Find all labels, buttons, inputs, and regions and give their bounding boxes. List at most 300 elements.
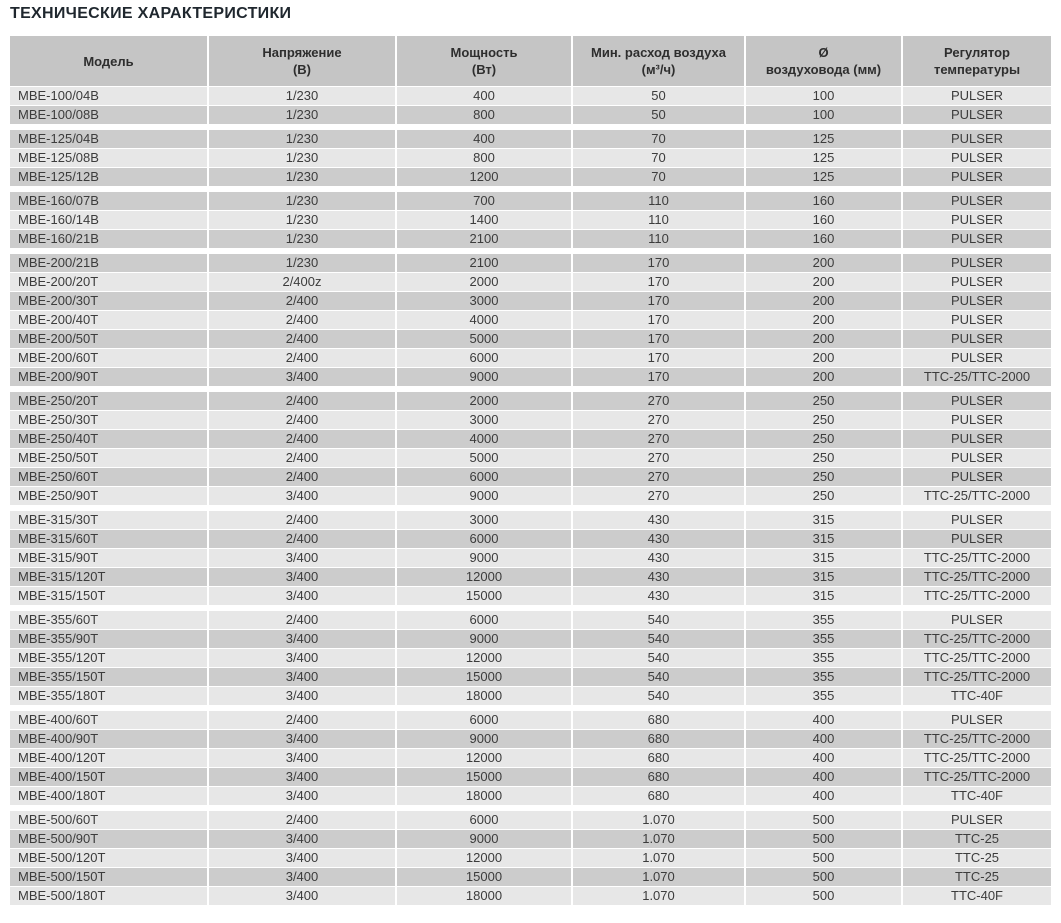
value-cell-airflow: 70 [573,149,744,167]
value-cell-power: 400 [397,87,571,105]
table-row [10,830,1051,848]
model-cell: MBE-315/60T [10,530,207,548]
table-row [10,211,1051,229]
value-cell-power: 12000 [397,649,571,667]
value-cell-regulator: TTC-25 [903,849,1051,867]
value-cell-power: 4000 [397,311,571,329]
value-cell-regulator: TTC-40F [903,687,1051,705]
table-row [10,687,1051,705]
value-cell-voltage: 2/400 [209,411,395,429]
model-cell: MBE-355/60T [10,611,207,629]
value-cell-voltage: 2/400 [209,511,395,529]
model-cell: MBE-250/50T [10,449,207,467]
table-header-row [10,36,1051,86]
value-cell-regulator: PULSER [903,149,1051,167]
value-cell-voltage: 2/400 [209,449,395,467]
model-cell: MBE-200/21B [10,254,207,272]
value-cell-power: 9000 [397,549,571,567]
value-cell-diameter: 315 [746,549,901,567]
model-cell: MBE-200/30T [10,292,207,310]
value-cell-voltage: 3/400 [209,368,395,386]
value-cell-voltage: 3/400 [209,887,395,905]
value-cell-power: 6000 [397,468,571,486]
table-row [10,349,1051,367]
value-cell-regulator: PULSER [903,530,1051,548]
value-cell-diameter: 250 [746,392,901,410]
value-cell-voltage: 3/400 [209,630,395,648]
value-cell-regulator: PULSER [903,130,1051,148]
value-cell-regulator: PULSER [903,254,1051,272]
value-cell-diameter: 355 [746,630,901,648]
value-cell-voltage: 1/230 [209,211,395,229]
table-row [10,468,1051,486]
value-cell-voltage: 1/230 [209,130,395,148]
model-cell: MBE-500/150T [10,868,207,886]
model-cell: MBE-200/40T [10,311,207,329]
table-row [10,811,1051,829]
column-header-label: Модель [83,53,134,69]
value-cell-diameter: 250 [746,487,901,505]
value-cell-regulator: PULSER [903,168,1051,186]
value-cell-voltage: 2/400 [209,468,395,486]
value-cell-airflow: 110 [573,192,744,210]
value-cell-regulator: PULSER [903,106,1051,124]
value-cell-power: 9000 [397,487,571,505]
value-cell-airflow: 430 [573,568,744,586]
value-cell-airflow: 1.070 [573,868,744,886]
value-cell-regulator: PULSER [903,87,1051,105]
value-cell-power: 15000 [397,868,571,886]
value-cell-diameter: 200 [746,349,901,367]
value-cell-regulator: TTC-25/TTC-2000 [903,487,1051,505]
value-cell-power: 15000 [397,668,571,686]
value-cell-voltage: 3/400 [209,730,395,748]
value-cell-airflow: 50 [573,106,744,124]
table-row [10,868,1051,886]
value-cell-diameter: 355 [746,687,901,705]
table-row [10,149,1051,167]
value-cell-power: 800 [397,106,571,124]
model-group-MBE-400 [10,711,1051,805]
value-cell-airflow: 680 [573,749,744,767]
value-cell-airflow: 170 [573,349,744,367]
model-group-MBE-500 [10,811,1051,905]
value-cell-airflow: 680 [573,787,744,805]
model-group-MBE-100 [10,87,1051,124]
table-row [10,730,1051,748]
value-cell-airflow: 170 [573,311,744,329]
value-cell-voltage: 2/400 [209,711,395,729]
model-cell: MBE-125/12B [10,168,207,186]
table-row [10,649,1051,667]
table-row [10,192,1051,210]
value-cell-diameter: 355 [746,668,901,686]
value-cell-regulator: TTC-25/TTC-2000 [903,649,1051,667]
model-cell: MBE-250/90T [10,487,207,505]
value-cell-voltage: 1/230 [209,87,395,105]
model-cell: MBE-400/90T [10,730,207,748]
value-cell-diameter: 500 [746,811,901,829]
value-cell-power: 5000 [397,330,571,348]
table-row [10,711,1051,729]
value-cell-regulator: PULSER [903,511,1051,529]
value-cell-diameter: 400 [746,749,901,767]
table-row [10,368,1051,386]
value-cell-voltage: 3/400 [209,487,395,505]
value-cell-power: 15000 [397,587,571,605]
model-cell: MBE-400/150T [10,768,207,786]
value-cell-regulator: PULSER [903,292,1051,310]
model-cell: MBE-100/04B [10,87,207,105]
value-cell-voltage: 3/400 [209,687,395,705]
value-cell-diameter: 160 [746,230,901,248]
model-cell: MBE-500/60T [10,811,207,829]
value-cell-diameter: 315 [746,568,901,586]
column-header-unit: (Вт) [471,62,497,77]
value-cell-airflow: 1.070 [573,811,744,829]
value-cell-voltage: 1/230 [209,149,395,167]
model-cell: MBE-160/07B [10,192,207,210]
model-group-MBE-125 [10,130,1051,186]
column-header-voltage [209,36,395,86]
specs-table [10,36,1051,905]
value-cell-power: 9000 [397,630,571,648]
model-cell: MBE-200/90T [10,368,207,386]
model-cell: MBE-125/08B [10,149,207,167]
value-cell-voltage: 1/230 [209,230,395,248]
value-cell-regulator: TTC-25 [903,830,1051,848]
value-cell-regulator: PULSER [903,273,1051,291]
value-cell-regulator: PULSER [903,611,1051,629]
value-cell-airflow: 1.070 [573,830,744,848]
value-cell-regulator: PULSER [903,330,1051,348]
value-cell-diameter: 315 [746,530,901,548]
model-cell: MBE-250/60T [10,468,207,486]
table-row [10,292,1051,310]
column-header-model [10,36,207,86]
value-cell-regulator: TTC-25/TTC-2000 [903,549,1051,567]
value-cell-regulator: PULSER [903,311,1051,329]
table-row [10,254,1051,272]
value-cell-airflow: 680 [573,730,744,748]
value-cell-airflow: 680 [573,768,744,786]
column-header-label: Ø [818,45,829,60]
model-cell: MBE-500/90T [10,830,207,848]
table-row [10,130,1051,148]
value-cell-voltage: 3/400 [209,749,395,767]
value-cell-airflow: 70 [573,168,744,186]
value-cell-power: 1400 [397,211,571,229]
table-row [10,787,1051,805]
value-cell-regulator: TTC-25/TTC-2000 [903,668,1051,686]
value-cell-diameter: 200 [746,311,901,329]
table-row [10,530,1051,548]
model-cell: MBE-355/180T [10,687,207,705]
column-header-airflow [573,36,744,86]
model-cell: MBE-200/50T [10,330,207,348]
model-cell: MBE-400/120T [10,749,207,767]
page-title: ТЕХНИЧЕСКИЕ ХАРАКТЕРИСТИКИ [10,5,292,22]
value-cell-airflow: 270 [573,449,744,467]
value-cell-airflow: 70 [573,130,744,148]
model-cell: MBE-250/20T [10,392,207,410]
value-cell-power: 9000 [397,830,571,848]
value-cell-power: 2100 [397,254,571,272]
value-cell-regulator: PULSER [903,411,1051,429]
value-cell-voltage: 1/230 [209,254,395,272]
value-cell-voltage: 3/400 [209,649,395,667]
table-row [10,411,1051,429]
model-cell: MBE-250/40T [10,430,207,448]
value-cell-voltage: 1/230 [209,192,395,210]
model-cell: MBE-355/90T [10,630,207,648]
model-group-MBE-250 [10,392,1051,505]
value-cell-airflow: 170 [573,330,744,348]
value-cell-airflow: 270 [573,392,744,410]
table-row [10,106,1051,124]
value-cell-airflow: 430 [573,530,744,548]
value-cell-voltage: 2/400 [209,430,395,448]
value-cell-diameter: 355 [746,611,901,629]
model-cell: MBE-400/60T [10,711,207,729]
value-cell-power: 6000 [397,811,571,829]
value-cell-power: 18000 [397,687,571,705]
value-cell-diameter: 125 [746,130,901,148]
value-cell-airflow: 1.070 [573,887,744,905]
value-cell-diameter: 200 [746,292,901,310]
value-cell-airflow: 170 [573,273,744,291]
table-row [10,511,1051,529]
value-cell-airflow: 110 [573,211,744,229]
value-cell-regulator: PULSER [903,468,1051,486]
value-cell-diameter: 200 [746,368,901,386]
value-cell-diameter: 250 [746,449,901,467]
value-cell-voltage: 3/400 [209,868,395,886]
value-cell-power: 12000 [397,849,571,867]
value-cell-diameter: 500 [746,849,901,867]
column-header-unit: температуры [933,62,1021,77]
value-cell-diameter: 200 [746,254,901,272]
value-cell-voltage: 3/400 [209,668,395,686]
value-cell-airflow: 270 [573,430,744,448]
value-cell-power: 800 [397,149,571,167]
column-header-regulator [903,36,1051,86]
model-cell: MBE-315/90T [10,549,207,567]
value-cell-diameter: 315 [746,511,901,529]
value-cell-diameter: 125 [746,149,901,167]
value-cell-voltage: 2/400 [209,349,395,367]
model-cell: MBE-500/180T [10,887,207,905]
value-cell-regulator: TTC-25/TTC-2000 [903,587,1051,605]
value-cell-regulator: PULSER [903,449,1051,467]
value-cell-airflow: 540 [573,630,744,648]
value-cell-voltage: 2/400 [209,611,395,629]
value-cell-power: 6000 [397,611,571,629]
value-cell-voltage: 2/400 [209,330,395,348]
column-header-label: Мин. расход воздуха [591,45,726,60]
table-row [10,430,1051,448]
model-cell: MBE-125/04B [10,130,207,148]
value-cell-airflow: 270 [573,411,744,429]
table-row [10,849,1051,867]
table-row [10,768,1051,786]
value-cell-voltage: 3/400 [209,568,395,586]
model-cell: MBE-315/150T [10,587,207,605]
column-header-label: Напряжение [262,45,342,60]
table-body [10,87,1051,905]
value-cell-regulator: PULSER [903,392,1051,410]
value-cell-airflow: 540 [573,649,744,667]
table-row [10,487,1051,505]
value-cell-airflow: 50 [573,87,744,105]
model-cell: MBE-315/30T [10,511,207,529]
value-cell-diameter: 400 [746,730,901,748]
value-cell-power: 3000 [397,411,571,429]
value-cell-diameter: 500 [746,868,901,886]
value-cell-power: 1200 [397,168,571,186]
model-cell: MBE-200/20T [10,273,207,291]
table-row [10,630,1051,648]
column-header-unit: воздуховода (мм) [765,62,882,77]
model-cell: MBE-500/120T [10,849,207,867]
table-row [10,273,1051,291]
value-cell-diameter: 160 [746,211,901,229]
value-cell-airflow: 170 [573,292,744,310]
value-cell-voltage: 3/400 [209,549,395,567]
value-cell-airflow: 430 [573,511,744,529]
value-cell-power: 6000 [397,711,571,729]
value-cell-voltage: 2/400 [209,292,395,310]
table-row [10,568,1051,586]
value-cell-diameter: 315 [746,587,901,605]
value-cell-voltage: 2/400 [209,311,395,329]
value-cell-regulator: TTC-40F [903,787,1051,805]
model-cell: MBE-355/120T [10,649,207,667]
value-cell-regulator: TTC-25/TTC-2000 [903,749,1051,767]
value-cell-voltage: 3/400 [209,787,395,805]
model-cell: MBE-160/21B [10,230,207,248]
value-cell-diameter: 200 [746,273,901,291]
model-group-MBE-355 [10,611,1051,705]
table-row [10,549,1051,567]
value-cell-airflow: 170 [573,254,744,272]
value-cell-diameter: 500 [746,830,901,848]
value-cell-diameter: 250 [746,430,901,448]
table-row [10,587,1051,605]
table-row [10,449,1051,467]
value-cell-regulator: PULSER [903,711,1051,729]
value-cell-voltage: 2/400 [209,530,395,548]
value-cell-airflow: 680 [573,711,744,729]
value-cell-power: 400 [397,130,571,148]
value-cell-power: 9000 [397,730,571,748]
value-cell-voltage: 3/400 [209,587,395,605]
model-group-MBE-160 [10,192,1051,248]
value-cell-airflow: 170 [573,368,744,386]
value-cell-power: 4000 [397,430,571,448]
value-cell-diameter: 100 [746,106,901,124]
column-header-unit: (м³/ч) [641,62,676,77]
value-cell-airflow: 430 [573,549,744,567]
value-cell-diameter: 100 [746,87,901,105]
table-row [10,611,1051,629]
value-cell-regulator: TTC-40F [903,887,1051,905]
table-row [10,749,1051,767]
column-header-unit: (В) [292,62,312,77]
column-header-diameter [746,36,901,86]
value-cell-regulator: TTC-25/TTC-2000 [903,768,1051,786]
model-cell: MBE-250/30T [10,411,207,429]
value-cell-diameter: 400 [746,787,901,805]
value-cell-airflow: 540 [573,611,744,629]
value-cell-airflow: 540 [573,668,744,686]
value-cell-power: 6000 [397,530,571,548]
value-cell-airflow: 270 [573,468,744,486]
value-cell-diameter: 200 [746,330,901,348]
value-cell-airflow: 270 [573,487,744,505]
model-cell: MBE-315/120T [10,568,207,586]
model-group-MBE-315 [10,511,1051,605]
column-header-label: Регулятор [944,45,1010,60]
value-cell-voltage: 2/400 [209,811,395,829]
value-cell-regulator: PULSER [903,430,1051,448]
value-cell-power: 15000 [397,768,571,786]
value-cell-diameter: 160 [746,192,901,210]
table-row [10,887,1051,905]
column-header-label: Мощность [450,45,518,60]
value-cell-regulator: PULSER [903,349,1051,367]
value-cell-power: 3000 [397,292,571,310]
value-cell-diameter: 400 [746,711,901,729]
value-cell-regulator: TTC-25/TTC-2000 [903,730,1051,748]
model-cell: MBE-160/14B [10,211,207,229]
value-cell-diameter: 500 [746,887,901,905]
value-cell-airflow: 540 [573,687,744,705]
value-cell-regulator: PULSER [903,192,1051,210]
value-cell-voltage: 3/400 [209,849,395,867]
value-cell-voltage: 3/400 [209,830,395,848]
table-row [10,311,1051,329]
value-cell-regulator: PULSER [903,230,1051,248]
value-cell-diameter: 355 [746,649,901,667]
table-row [10,87,1051,105]
value-cell-voltage: 1/230 [209,168,395,186]
value-cell-power: 3000 [397,511,571,529]
value-cell-power: 2100 [397,230,571,248]
table-row [10,168,1051,186]
value-cell-regulator: TTC-25/TTC-2000 [903,630,1051,648]
value-cell-regulator: PULSER [903,211,1051,229]
value-cell-power: 5000 [397,449,571,467]
value-cell-diameter: 250 [746,468,901,486]
value-cell-regulator: PULSER [903,811,1051,829]
value-cell-power: 2000 [397,392,571,410]
table-row [10,668,1051,686]
value-cell-airflow: 1.070 [573,849,744,867]
value-cell-power: 12000 [397,568,571,586]
model-group-MBE-200 [10,254,1051,386]
model-cell: MBE-400/180T [10,787,207,805]
value-cell-power: 6000 [397,349,571,367]
value-cell-power: 18000 [397,787,571,805]
value-cell-power: 2000 [397,273,571,291]
value-cell-diameter: 125 [746,168,901,186]
value-cell-power: 12000 [397,749,571,767]
model-cell: MBE-100/08B [10,106,207,124]
value-cell-regulator: TTC-25 [903,868,1051,886]
model-cell: MBE-200/60T [10,349,207,367]
value-cell-power: 18000 [397,887,571,905]
